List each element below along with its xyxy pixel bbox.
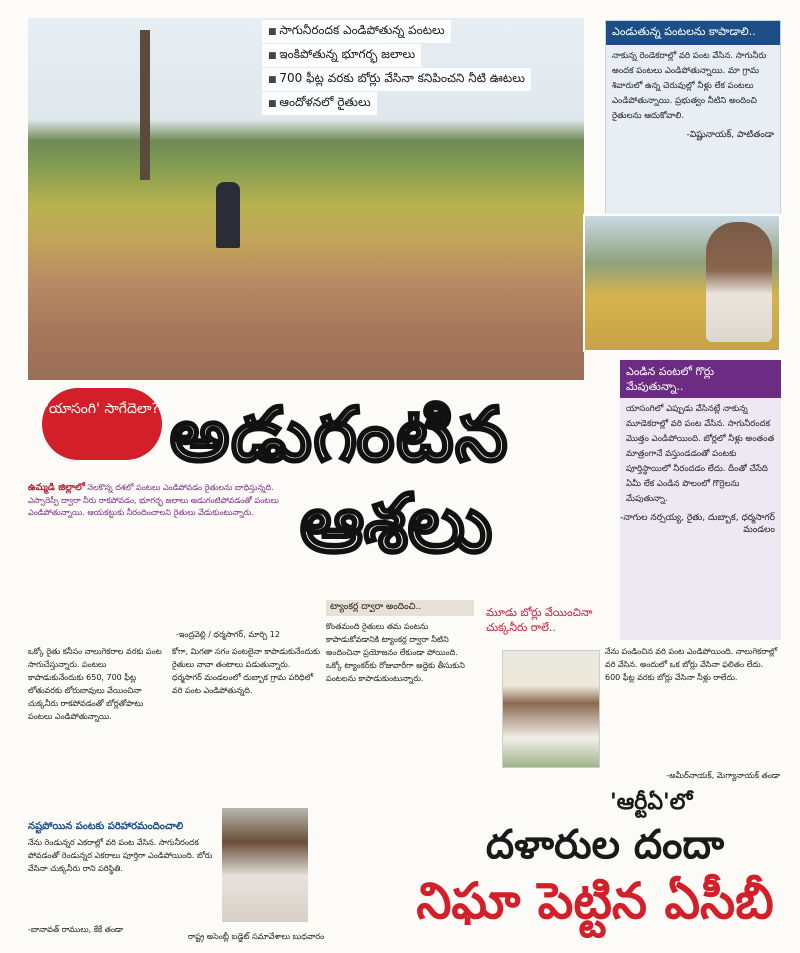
farmer2-portrait	[502, 650, 600, 768]
intro-paragraph	[28, 482, 306, 632]
article-column-2: కోగా, మిగతా సగం పంటలైనా కాపాడుకునేందుకు రైతులు నానా తంటాలు పడుతున్నారు. ధర్మసాగర్ మండలంలో దుబ్బాక గ్రామ పరిధిలో వరి పంట ఎండిపోతున్నది.	[172, 647, 320, 695]
quote-title: ఎండుతున్న పంటలను కాపాడాలి..	[606, 21, 780, 45]
bullet-item: ■ ఇంకిపోతున్న భూగర్భ జలాలు	[262, 44, 421, 67]
quote-box-top	[605, 20, 781, 230]
farmer-portrait	[706, 222, 772, 342]
dateline: -ఇంద్రవెల్లి / ధర్మసాగర్, మార్చి 12	[176, 630, 280, 639]
article-column-3: కొంతమంది రైతులు తమ పంటను కాపాడుకోవడానికి ట్యాంకర్ల ద్వారా నీటిని అందించినా ప్రయోజనం లేకుండా పోయింది. ఒక్కో ట్యాంకర్‌కు రోజువారీగా అద్దెకు తీసుకుని పంటలను కాపాడుకుంటున్నారు.	[326, 622, 465, 683]
bullet-item: ■ 700 ఫీట్ల వరకు బోర్లు వేసినా కనిపించని నీటి ఊటలు	[262, 68, 531, 91]
quote-signature: -విష్ణునాయక్, పాటితండా	[686, 130, 774, 140]
article-column-1: ఒక్కో రైతు కనీసం నాలుగెకరాల వరకు పంట సాగుచేస్తున్నారు. పంటలు కాపాడుకునేందుకు 650, 700 ఫీట్ల లోతువరకు బోరుబావులు వేయించినా చుక్కనీరు రాకపోవడంతో బోర్లతోపాటు పంటలు ఎండిపోతున్నాయి.	[28, 647, 162, 721]
bullet-item: ■ ఆందోళనలో రైతులు	[262, 92, 377, 115]
farmer-figure	[216, 182, 240, 248]
quote-text: యాసంగిలో ఎప్పుడు వేసినట్లే నాకున్న మూడెకరాల్లో వరి పంట వేసిన. సాగునీరందక మొత్తం ఎండిపోయింది. బోర్లలో నీళ్లు అంతంత మాత్రంగానే వస్తుండడంతో పంటకు పూర్తిస్థాయిలో నీరందడం లేదు. దీంతో చేసేది ఏమీ లేక ఎండిన పొలంలో గొర్రెలను మేపుతున్నా.	[626, 404, 775, 504]
headline-line-2: ఆశలు	[300, 477, 493, 570]
rta-headline: 'ఆర్టీఏ'లో	[610, 790, 693, 815]
headline-bullets	[262, 20, 597, 112]
quote-text: నాకున్న రెండెకరాల్లో వరి పంట వేసిన. సాగునీరు అందక పంటలు ఎండిపోతున్నాయి. మా గ్రామ శివారులో ఉన్న చెరువుల్లో నీళ్లు లేక పంటలు ఎండిపోతున్నాయి. ప్రభుత్వం నీటిని అందించి రైతులను ఆదుకోవాలి.	[612, 51, 767, 121]
signature-right: -అమీర్‌నాయక్, మెగ్యానాయక్ తండా	[666, 771, 780, 780]
compensation-subhead: నష్టపోయిన పంటకు పరిహారమందించాలి	[28, 821, 184, 832]
yasangi-badge: 'యాసంగి' సాగేదెలా?	[42, 388, 162, 460]
tanker-subhead: ట్యాంకర్ల ద్వారా అందించి..	[326, 600, 474, 616]
brokers-headline: దళారుల దందా	[485, 822, 725, 868]
quote-title: ఎండిన పంటలో గొర్లు మేపుతున్నా..	[620, 360, 781, 398]
article-column-4: నేను పండించిన వరి పంట ఎండిపోయింది. నాలుగెకరాల్లో వరి వేసిన. అందులో ఒక బోర్లు వేసినా ఫలితం లేదు. 600 ఫీట్ల వరకు బోర్లు వేసినా నీళ్లు రాలేదు.	[605, 647, 778, 682]
intro-lead: ఉమ్మడి జిల్లాలో	[28, 482, 85, 493]
intro-text: నెలకొన్న దశలో పంటలు ఎండిపోవడం రైతులను బాధిస్తున్నది. ఎస్సారెస్పీ ద్వారా నీరు రాకపోవడం, భూగర్భ జలాలు అడుగంటిపోవడంతో పంటలు ఎండిపోతున్నాయి. ఆయకట్టుకు నీరందించాలని రైతులు వేడుకుంటున్నారు.	[28, 483, 279, 517]
farmer2-title: మూడు బోర్లు వేయించినా చుక్కనీరు రాలే..	[486, 606, 593, 634]
acb-headline: నిఘా పెట్టిన ఏసీబీ	[416, 872, 774, 930]
signature-left: -బానావత్ రాములు, కేకే తండా	[28, 925, 124, 934]
headline-line-1: అడుగంటిన	[170, 392, 510, 478]
tree-figure	[140, 30, 150, 180]
article-column-5: నేను రెండున్నర ఎకరాల్లో వరి పంట వేసిన. సాగునీరందక పోవడంతో రెండున్నర ఎకరాలు పూర్తిగా ఎండిపోయింది. బోరు వేసినా చుక్కనీరు రాని పరిస్థితి.	[28, 838, 213, 873]
bullet-item: ■ సాగునీరందక ఎండిపోతున్న పంటలు	[262, 20, 451, 43]
quote-signature: -నాగుల నర్సయ్య, రైతు, దుబ్బాక, ధర్మసాగర్ మండలం	[620, 513, 775, 535]
bottom-strip-text: రాష్ట్ర అసెంబ్లీ బడ్జెట్ సమావేశాలు బుధవారం	[188, 932, 325, 941]
quote-box-mid	[620, 360, 781, 640]
farmer3-portrait	[222, 808, 308, 922]
